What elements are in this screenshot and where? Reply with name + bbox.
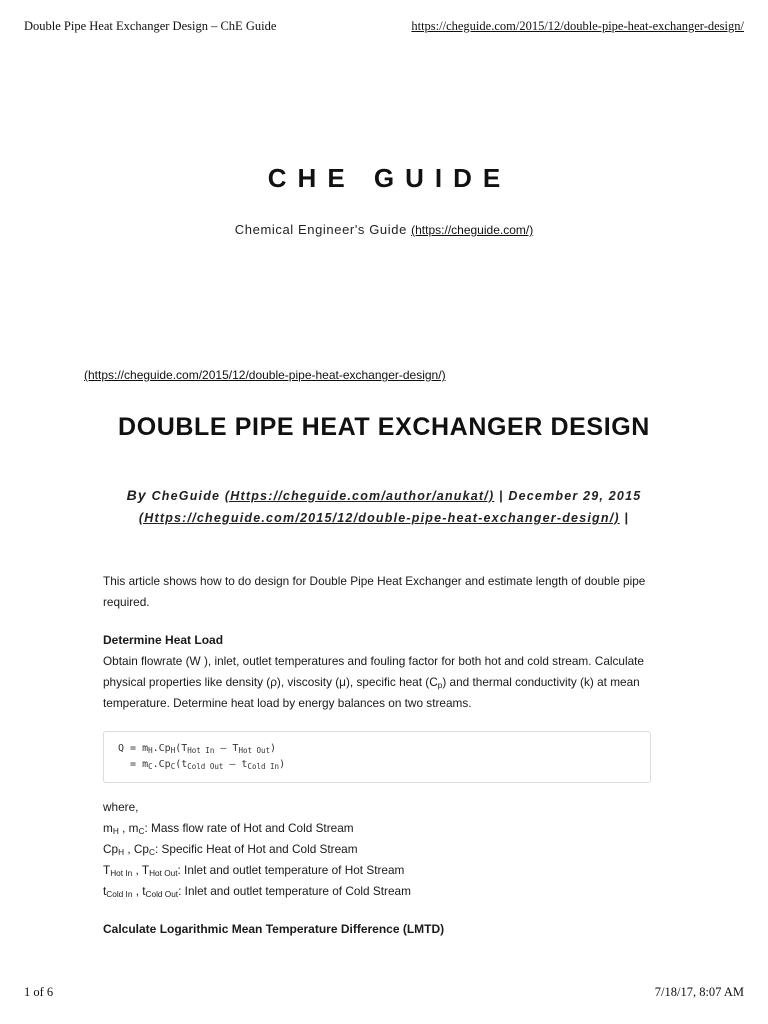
byline-author: CheGuide <box>151 489 221 503</box>
post-byline <box>96 484 672 529</box>
site-title[interactable]: CHE GUIDE <box>267 163 512 193</box>
site-tagline-text: Chemical Engineer's Guide <box>234 222 407 237</box>
heat-load-line-1: Obtain flowrate (W ), inlet, outlet temperatures and fouling factor for both hot and cold stream. <box>103 654 592 668</box>
definition-hot-temps: $T_{Hot In}$ , $T_{Hot Out}$: Inlet and outlet temperature of Hot Stream <box>103 863 405 878</box>
post-permalink-link[interactable]: (https://cheguide.com/2015/12/double-pipe-heat-exchanger-design/) <box>84 368 446 382</box>
definition-specific-heat: $Cp_H$ , $Cp_C$: Specific Heat of Hot and Cold Stream <box>103 842 358 857</box>
equation-line-1: $Q = m_H.Cp_H(T_{Hot In} - T_{Hot Out})$ <box>118 743 277 755</box>
article-body <box>103 571 651 940</box>
definition-mass-flow: $m_H$ , $m_C$: Mass flow rate of Hot and Cold Stream <box>103 821 354 836</box>
byline-separator-end: | <box>624 511 630 525</box>
print-footer-page: 1 of 6 <box>24 985 54 999</box>
heading-lmtd: Calculate Logarithmic Mean Temperature Difference (LMTD) <box>103 922 445 936</box>
site-tagline <box>0 222 768 237</box>
equation-line-2: = $m_C.Cp_C(t_{Cold Out} - t_{Cold In})$ <box>118 759 286 771</box>
print-header <box>24 19 744 37</box>
print-footer-datetime: 7/18/17, 8:07 AM <box>654 985 744 999</box>
heading-heat-load: Determine Heat Load <box>103 633 224 647</box>
where-label: where, <box>103 800 139 814</box>
site-home-link[interactable]: (https://cheguide.com/) <box>411 223 534 237</box>
byline-by: By <box>126 487 147 503</box>
heat-load-paragraph <box>103 651 651 714</box>
print-header-url[interactable]: https://cheguide.com/2015/12/double-pipe-heat-exchanger-design/ <box>411 19 744 33</box>
heat-load-line-3: (k) at mean temperature. Determine heat load by energy balances on two streams. <box>103 675 640 710</box>
definition-cold-temps: $t_{Cold In}$ , $t_{Cold Out}$: Inlet and outlet temperature of Cold Stream <box>103 884 411 899</box>
article-intro: This article shows how to do design for Double Pipe Heat Exchanger and estimate length of double pipe required. <box>103 574 646 609</box>
heat-load-line-2b: ) and thermal conductivity <box>442 675 577 689</box>
print-header-title: Double Pipe Heat Exchanger Design – ChE Guide <box>24 19 277 33</box>
equation-code-block <box>103 731 651 783</box>
byline-author-link[interactable]: (Https://cheguide.com/author/anukat/) <box>224 489 495 503</box>
byline-date-link[interactable]: (Https://cheguide.com/2015/12/double-pipe-heat-exchanger-design/) <box>138 511 620 525</box>
byline-date: December 29, 2015 <box>508 489 642 503</box>
post-title: DOUBLE PIPE HEAT EXCHANGER DESIGN <box>118 413 650 441</box>
print-footer <box>24 985 744 1003</box>
subscript: p <box>437 681 443 690</box>
byline-separator: | <box>499 489 504 503</box>
post-permalink <box>84 368 446 382</box>
heat-load-line-2a: Calculate physical properties like density (ρ), viscosity (μ), specific heat (C <box>103 654 644 689</box>
